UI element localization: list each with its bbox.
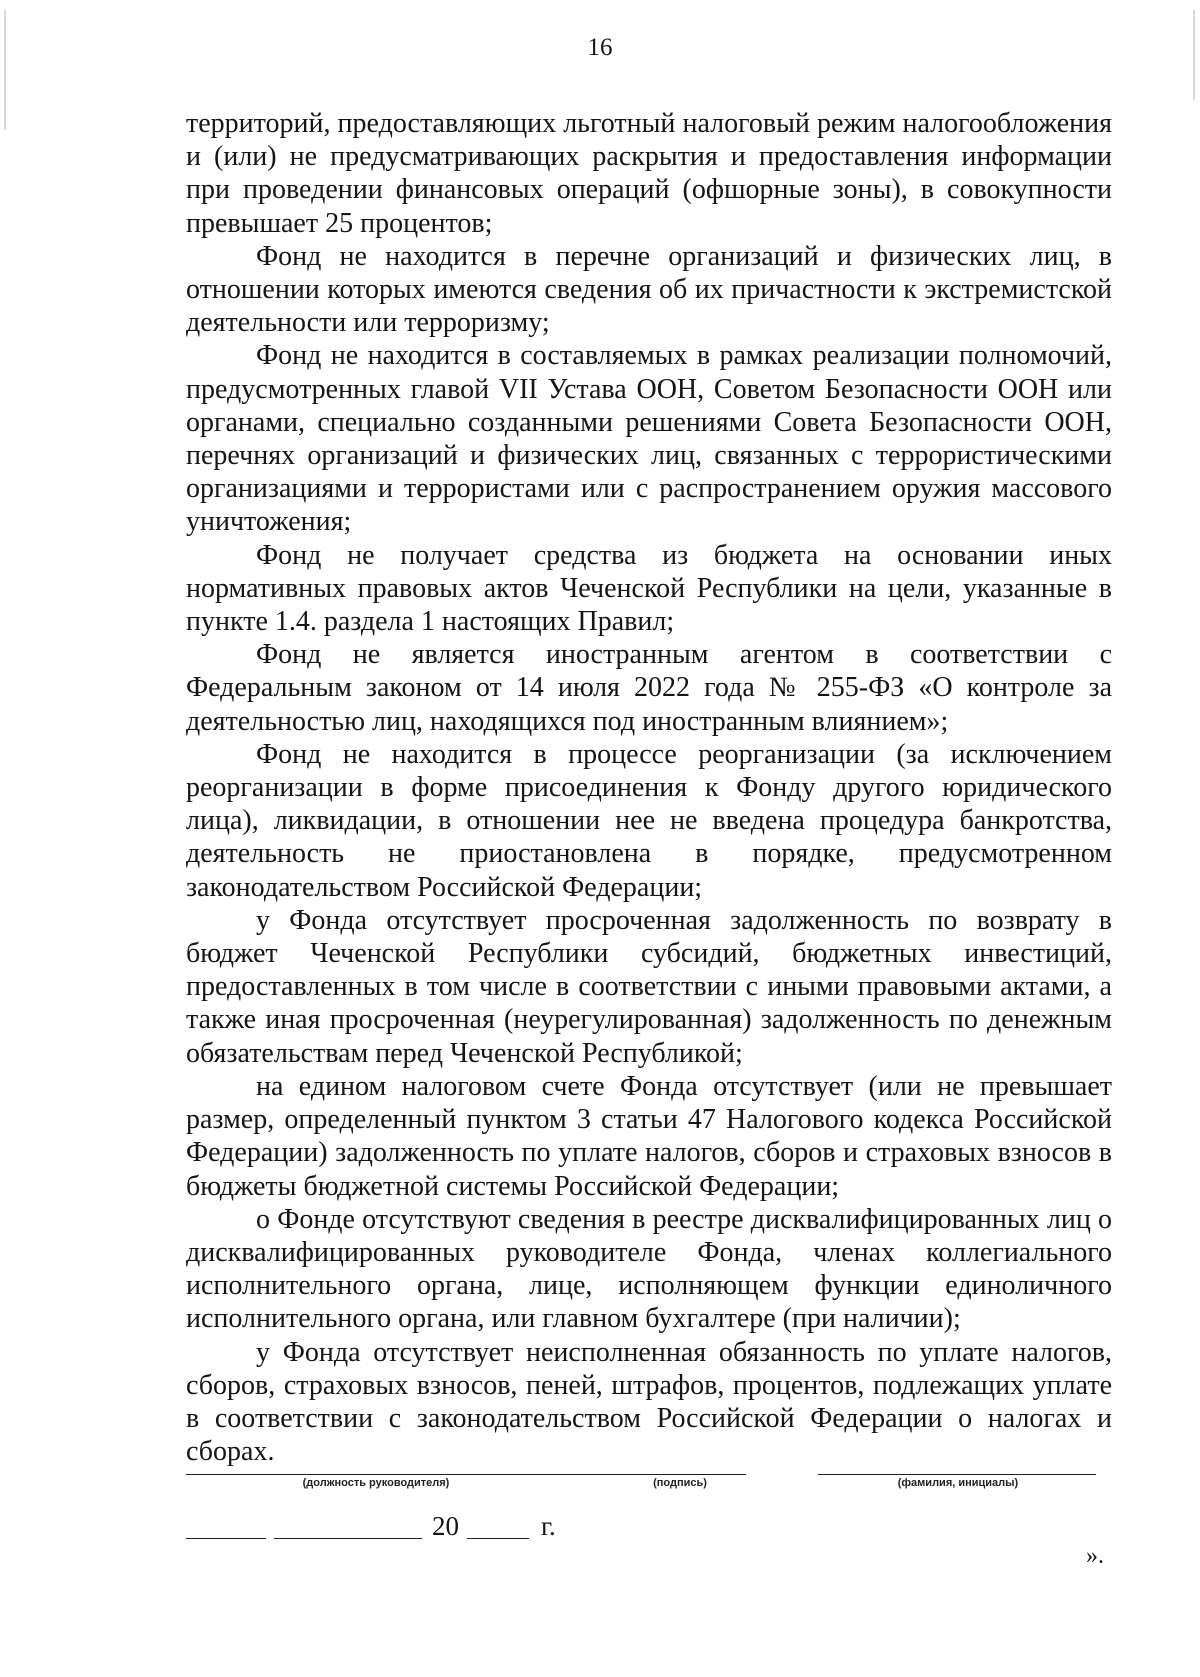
name-signature-line [818,1474,1096,1475]
signature-caption: (подпись) [653,1477,707,1489]
paragraph-tax-account: на едином налоговом счете Фонда отсутствует (или не превышает размер, определенный пунктом 3 статьи 47 Налогового кодекса Российской Федерации) задолженность по уплате налогов, сборов и страховых взносов в бюджеты бюджетной системы Российской Федерации; [186,1070,1112,1202]
paragraph-foreign-agent: Фонд не является иностранным агентом в соответствии с Федеральным законом от 14 июля 2022 года № 255-ФЗ «О контроле за деятельностью лиц, находящихся под иностранным влиянием»; [186,639,1112,737]
date-month-blank [274,1538,422,1539]
date-day-blank [186,1538,266,1539]
scan-edge-mark-left [4,10,6,130]
name-caption: (фамилия, инициалы) [897,1477,1019,1489]
closing-quote: ». [1086,1543,1104,1569]
paragraph-disqualified-persons: о Фонде отсутствуют сведения в реестре дисквалифицированных лиц о дисквалифицированных руководителе Фонда, членах коллегиального исполнительного органа, лице, исполняющем функции единоличного исполнительного органа, или главном бухгалтере (при наличии); [186,1203,1112,1335]
position-caption: (должность руководителя) [302,1477,450,1489]
date-year-suffix: г. [541,1511,556,1541]
paragraph-overdue-debt: у Фонда отсутствует просроченная задолженность по возврату в бюджет Чеченской Республики субсидий, бюджетных инвестиций, предоставленных в том числе в соответствии с иными правовыми актами, а также иная просроченная (неурегулированная) задолженность по денежным обязательствам перед Чеченской Республикой; [186,904,1112,1069]
paragraph-extremism-list: Фонд не находится в перечне организаций и физических лиц, в отношении которых имеются сведения об их причастности к экстремистской деятельности или терроризму; [186,240,1112,339]
position-signature-line [186,1474,746,1475]
date-year-blank [467,1538,529,1539]
page-number: 16 [587,34,613,61]
document-body [186,107,1112,1468]
paragraph-unpaid-taxes: у Фонда отсутствует неисполненная обязанность по уплате налогов, сборов, страховых взносов, пеней, штрафов, процентов, подлежащих уплате в соответствии с законодательством Российской Федерации о налогах и сборах. [186,1336,1112,1468]
paragraph-reorganization: Фонд не находится в процессе реорганизации (за исключением реорганизации в форме присоединения к Фонду другого юридического лица), ликвидации, в отношении нее не введена процедура банкротства, деятельность не приостановлена в порядке, предусмотренном законодательством Российской Федерации; [186,738,1112,903]
paragraph-offshore-share: территорий, предоставляющих льготный налоговый режим налогообложения и (или) не предусматривающих раскрытия и предоставления информации при проведении финансовых операций (офшорные зоны), в совокупности превышает 25 процентов; [186,108,1112,239]
paragraph-un-sanctions-list: Фонд не находится в составляемых в рамках реализации полномочий, предусмотренных главой VII Устава ООН, Советом Безопасности ООН или органами, специально созданными решениями Совета Безопасности ООН, перечнях организаций и физических лиц, связанных с террористическими организациями и террористами или с распространением оружия массового уничтожения; [186,340,1112,538]
paragraph-budget-funds: Фонд не получает средства из бюджета на основании иных нормативных правовых актов Чеченской Республики на цели, указанные в пункте 1.4. раздела 1 настоящих Правил; [186,539,1112,638]
date-year-prefix: 20 [432,1511,459,1541]
